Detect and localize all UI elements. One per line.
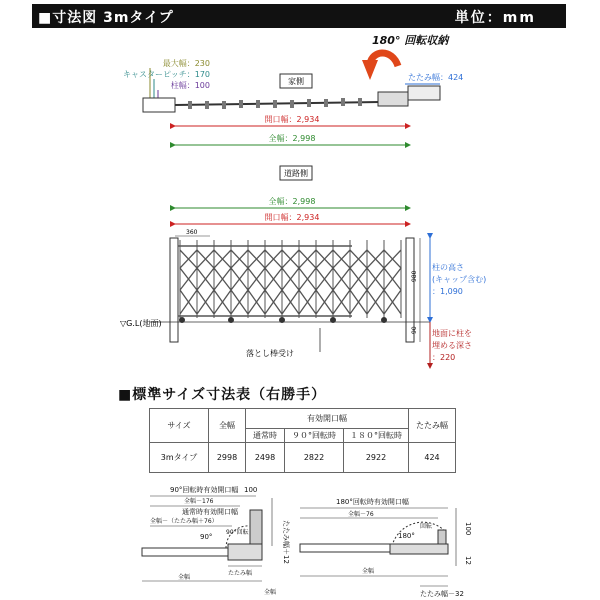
caster-pitch-label: キャスターピッチ：170 [123, 70, 210, 79]
td-90: 2822 [285, 443, 344, 473]
post-height-l2: (キャップ含む) [432, 275, 487, 284]
bl-label-9: たたみ幅 [228, 570, 253, 577]
br-label-7: 全幅 [362, 568, 375, 575]
rotate-label: 180° 回転収納 [372, 34, 449, 47]
embed-l3: ：220 [432, 353, 456, 362]
th-effective: 有効開口幅 [246, 409, 409, 429]
br-label-8: たたみ幅－32 [420, 590, 464, 598]
post-height-l1: 柱の高さ [432, 263, 464, 272]
bottom-right-diagram [300, 497, 472, 598]
gate-lattice [180, 250, 401, 314]
dim-360-label: 360 [186, 229, 198, 236]
td-total: 2998 [209, 443, 246, 473]
bl-label-1: 90°回転時有効開口幅 [170, 486, 239, 494]
embed-l1: 地面に柱を [432, 329, 472, 338]
front-post-left [170, 238, 178, 342]
td-fold: 424 [409, 443, 456, 473]
spec-table [149, 408, 456, 473]
table-title: ■標準サイズ寸法表（右勝手） [118, 387, 327, 403]
bl-label-2: 100 [244, 486, 258, 494]
folded-width-label: たたみ幅：424 [408, 73, 464, 82]
bl-label-8: たたみ幅＋12 [282, 520, 290, 564]
th-normal: 通常時 [246, 429, 285, 443]
br-label-6: 12 [464, 556, 472, 565]
th-size: サイズ [150, 409, 209, 443]
br-label-5: 100 [464, 522, 472, 536]
top-total-label: 全幅：2,998 [268, 134, 316, 143]
top-post-right [408, 86, 440, 100]
dim-90-label: 90 [411, 326, 418, 334]
bl-label-5: 全幅－（たたみ幅＋76） [150, 518, 218, 525]
house-side-label: 家側 [288, 77, 304, 86]
bottom-left-diagram [142, 485, 291, 596]
header-title: ■寸法図 3mタイプ [38, 10, 174, 26]
bl-label-7: 90° [200, 533, 213, 541]
post-width-label: 柱幅：100 [170, 81, 210, 90]
br-label-1: 180°回転時有効開口幅 [336, 498, 409, 506]
bl-label-6: 90°回転 [226, 529, 249, 536]
br-label-2: 全幅－76 [348, 511, 374, 518]
bl-label-11: 全幅 [264, 589, 277, 596]
td-180: 2922 [344, 443, 409, 473]
header-unit: 単位：mm [454, 10, 536, 26]
max-width-label: 最大幅：230 [162, 59, 210, 68]
td-normal: 2498 [246, 443, 285, 473]
bl-label-10: 全幅 [178, 574, 191, 581]
td-size: 3mタイプ [150, 443, 209, 473]
road-side-label: 道路側 [284, 169, 308, 178]
th-fold: たたみ幅 [409, 409, 456, 443]
top-folded-stack [378, 92, 408, 106]
th-total: 全幅 [209, 409, 246, 443]
top-post-left [143, 98, 175, 112]
br-label-3: 回転 [420, 523, 433, 530]
bl-label-3: 全幅－176 [184, 498, 214, 505]
embed-l2: 埋める深さ [432, 341, 472, 350]
th-180: １８０°回転時 [344, 429, 409, 443]
front-total-label: 全幅：2,998 [268, 197, 316, 206]
front-opening-label: 開口幅：2,934 [264, 213, 320, 222]
post-height-l3: ：1,090 [432, 287, 463, 296]
th-90: ９０°回転時 [285, 429, 344, 443]
drop-rod-label: 落とし棒受け [246, 349, 294, 358]
rotate-arrowhead-icon [362, 60, 378, 80]
br-label-4: 180° [398, 532, 415, 540]
ground-label: ▽G.L(地面) [120, 319, 162, 328]
dim-980-label: 980 [411, 270, 418, 282]
bl-label-4: 通常時有効開口幅 [182, 508, 238, 516]
top-opening-label: 開口幅：2,934 [264, 115, 320, 124]
